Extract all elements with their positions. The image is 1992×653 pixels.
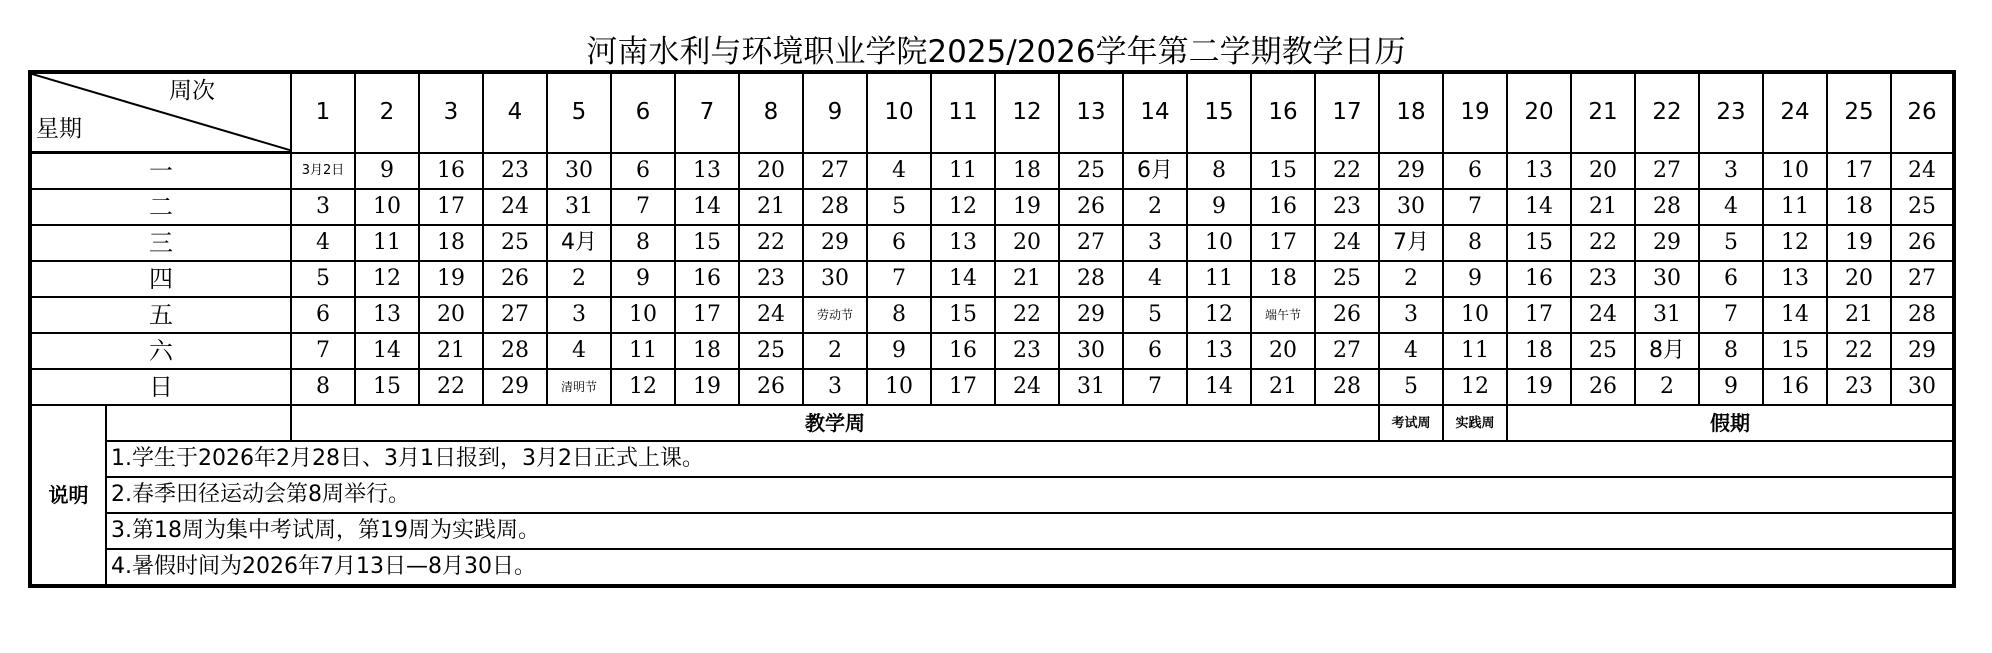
date-cell: 14 <box>1763 297 1827 333</box>
date-cell: 24 <box>739 297 803 333</box>
date-cell: 26 <box>1059 189 1123 225</box>
date-cell: 5 <box>1123 297 1187 333</box>
week-number: 18 <box>1379 72 1443 153</box>
date-cell: 24 <box>1315 225 1379 261</box>
date-cell: 15 <box>355 369 419 405</box>
week-number: 11 <box>931 72 995 153</box>
date-cell: 9 <box>867 333 931 369</box>
date-cell: 12 <box>931 189 995 225</box>
date-cell: 17 <box>1827 153 1891 190</box>
weekday-row <box>30 153 1954 190</box>
date-cell: 4 <box>867 153 931 190</box>
header-corner-cell <box>30 72 291 153</box>
date-cell: 5 <box>291 261 355 297</box>
date-cell: 20 <box>419 297 483 333</box>
day-axis-label: 星期 <box>36 116 82 142</box>
date-cell: 8 <box>1187 153 1251 190</box>
week-number: 5 <box>547 72 611 153</box>
week-number: 10 <box>867 72 931 153</box>
week-number: 19 <box>1443 72 1507 153</box>
note-text: 4.暑假时间为2026年7月13日—8月30日。 <box>106 549 1954 586</box>
date-cell: 10 <box>1443 297 1507 333</box>
date-cell: 6 <box>611 153 675 190</box>
week-number: 15 <box>1187 72 1251 153</box>
date-cell: 29 <box>803 225 867 261</box>
weekday-name: 日 <box>30 369 291 405</box>
date-cell: 23 <box>1571 261 1635 297</box>
date-cell: 27 <box>1635 153 1699 190</box>
date-cell: 14 <box>1507 189 1571 225</box>
date-cell: 27 <box>803 153 867 190</box>
week-axis-label: 周次 <box>169 78 215 104</box>
week-number: 25 <box>1827 72 1891 153</box>
week-number: 7 <box>675 72 739 153</box>
date-cell: 29 <box>1891 333 1954 369</box>
date-cell: 2 <box>803 333 867 369</box>
date-cell: 28 <box>1891 297 1954 333</box>
date-cell: 3 <box>291 189 355 225</box>
date-cell: 29 <box>1635 225 1699 261</box>
week-number: 17 <box>1315 72 1379 153</box>
date-cell: 4 <box>547 333 611 369</box>
date-cell: 4 <box>1699 189 1763 225</box>
date-cell: 11 <box>611 333 675 369</box>
week-type-row <box>30 405 1954 441</box>
date-cell: 7 <box>1699 297 1763 333</box>
date-cell: 30 <box>1635 261 1699 297</box>
date-cell: 15 <box>1251 153 1315 190</box>
date-cell: 11 <box>1187 261 1251 297</box>
week-number: 9 <box>803 72 867 153</box>
date-cell: 12 <box>1763 225 1827 261</box>
date-cell: 13 <box>675 153 739 190</box>
date-cell: 18 <box>675 333 739 369</box>
holiday-band: 假期 <box>1507 405 1954 441</box>
date-cell: 23 <box>739 261 803 297</box>
date-cell: 22 <box>1315 153 1379 190</box>
date-cell: 20 <box>1827 261 1891 297</box>
date-cell: 13 <box>355 297 419 333</box>
date-cell: 20 <box>1251 333 1315 369</box>
calendar-title: 河南水利与环境职业学院2025/2026学年第二学期教学日历 <box>586 34 1406 70</box>
date-cell: 13 <box>1507 153 1571 190</box>
week-number: 26 <box>1891 72 1954 153</box>
date-cell: 25 <box>1891 189 1954 225</box>
date-cell: 3 <box>1699 153 1763 190</box>
date-cell: 29 <box>1379 153 1443 190</box>
date-cell: 15 <box>1763 333 1827 369</box>
weekday-name: 六 <box>30 333 291 369</box>
note-text: 1.学生于2026年2月28日、3月1日报到，3月2日正式上课。 <box>106 441 1954 477</box>
date-cell: 27 <box>483 297 547 333</box>
date-cell: 8月 <box>1635 333 1699 369</box>
date-cell: 28 <box>1635 189 1699 225</box>
date-cell: 17 <box>1251 225 1315 261</box>
date-cell: 6 <box>291 297 355 333</box>
date-cell: 23 <box>1315 189 1379 225</box>
date-cell: 11 <box>931 153 995 190</box>
date-cell: 3 <box>1379 297 1443 333</box>
weekday-name: 三 <box>30 225 291 261</box>
date-cell: 6 <box>1123 333 1187 369</box>
date-cell: 22 <box>419 369 483 405</box>
date-cell: 8 <box>611 225 675 261</box>
date-cell: 30 <box>1379 189 1443 225</box>
date-cell: 清明节 <box>547 369 611 405</box>
date-cell: 27 <box>1315 333 1379 369</box>
weekday-row <box>30 261 1954 297</box>
date-cell: 14 <box>931 261 995 297</box>
date-cell: 31 <box>547 189 611 225</box>
date-cell: 31 <box>1059 369 1123 405</box>
date-cell: 17 <box>931 369 995 405</box>
date-cell: 19 <box>1507 369 1571 405</box>
week-number: 3 <box>419 72 483 153</box>
date-cell: 13 <box>1763 261 1827 297</box>
date-cell: 16 <box>931 333 995 369</box>
date-cell: 4 <box>1379 333 1443 369</box>
week-number: 20 <box>1507 72 1571 153</box>
week-number: 14 <box>1123 72 1187 153</box>
date-cell: 29 <box>483 369 547 405</box>
date-cell: 16 <box>1507 261 1571 297</box>
weekday-name: 五 <box>30 297 291 333</box>
date-cell: 11 <box>1443 333 1507 369</box>
date-cell: 22 <box>1571 225 1635 261</box>
date-cell: 5 <box>1379 369 1443 405</box>
date-cell: 25 <box>1571 333 1635 369</box>
week-number: 1 <box>291 72 355 153</box>
date-cell: 10 <box>611 297 675 333</box>
date-cell: 30 <box>803 261 867 297</box>
weekday-row <box>30 297 1954 333</box>
date-cell: 18 <box>1827 189 1891 225</box>
date-cell: 24 <box>1891 153 1954 190</box>
date-cell: 4 <box>291 225 355 261</box>
date-cell: 25 <box>483 225 547 261</box>
note-row <box>30 441 1954 477</box>
date-cell: 劳动节 <box>803 297 867 333</box>
date-cell: 12 <box>355 261 419 297</box>
date-cell: 3 <box>547 297 611 333</box>
date-cell: 26 <box>739 369 803 405</box>
date-cell: 16 <box>1251 189 1315 225</box>
weekday-row <box>30 369 1954 405</box>
date-cell: 3月2日 <box>291 153 355 190</box>
week-number: 2 <box>355 72 419 153</box>
note-row <box>30 513 1954 549</box>
teaching-weeks-band: 教学周 <box>291 405 1379 441</box>
date-cell: 19 <box>1827 225 1891 261</box>
date-cell: 14 <box>675 189 739 225</box>
weekday-row <box>30 189 1954 225</box>
date-cell: 26 <box>1571 369 1635 405</box>
date-cell: 19 <box>675 369 739 405</box>
date-cell: 22 <box>1827 333 1891 369</box>
practice-week-band: 实践周 <box>1443 405 1507 441</box>
date-cell: 7 <box>1443 189 1507 225</box>
date-cell: 16 <box>419 153 483 190</box>
date-cell: 12 <box>1187 297 1251 333</box>
date-cell: 8 <box>1443 225 1507 261</box>
date-cell: 9 <box>355 153 419 190</box>
date-cell: 24 <box>1571 297 1635 333</box>
date-cell: 2 <box>1635 369 1699 405</box>
date-cell: 27 <box>1891 261 1954 297</box>
date-cell: 2 <box>1123 189 1187 225</box>
date-cell: 24 <box>483 189 547 225</box>
date-cell: 28 <box>483 333 547 369</box>
date-cell: 7 <box>867 261 931 297</box>
date-cell: 28 <box>1059 261 1123 297</box>
date-cell: 11 <box>355 225 419 261</box>
week-number: 24 <box>1763 72 1827 153</box>
date-cell: 19 <box>419 261 483 297</box>
date-cell: 30 <box>547 153 611 190</box>
date-cell: 6月 <box>1123 153 1187 190</box>
date-cell: 26 <box>1315 297 1379 333</box>
date-cell: 9 <box>1187 189 1251 225</box>
date-cell: 8 <box>1699 333 1763 369</box>
date-cell: 21 <box>1571 189 1635 225</box>
weekday-name: 二 <box>30 189 291 225</box>
date-cell: 6 <box>1443 153 1507 190</box>
date-cell: 14 <box>1187 369 1251 405</box>
date-cell: 25 <box>739 333 803 369</box>
date-cell: 16 <box>1763 369 1827 405</box>
date-cell: 30 <box>1891 369 1954 405</box>
date-cell: 14 <box>355 333 419 369</box>
date-cell: 29 <box>1059 297 1123 333</box>
date-cell: 2 <box>547 261 611 297</box>
teaching-calendar-table <box>28 70 1956 588</box>
date-cell: 6 <box>1699 261 1763 297</box>
weekday-name: 一 <box>30 153 291 190</box>
date-cell: 21 <box>1251 369 1315 405</box>
date-cell: 23 <box>483 153 547 190</box>
week-number: 4 <box>483 72 547 153</box>
date-cell: 10 <box>355 189 419 225</box>
date-cell: 13 <box>931 225 995 261</box>
weekday-row <box>30 333 1954 369</box>
weekday-row <box>30 225 1954 261</box>
week-number: 6 <box>611 72 675 153</box>
date-cell: 6 <box>867 225 931 261</box>
date-cell: 19 <box>995 189 1059 225</box>
date-cell: 13 <box>1187 333 1251 369</box>
week-number: 22 <box>1635 72 1699 153</box>
date-cell: 10 <box>867 369 931 405</box>
date-cell: 20 <box>995 225 1059 261</box>
date-cell: 10 <box>1187 225 1251 261</box>
date-cell: 15 <box>931 297 995 333</box>
date-cell: 30 <box>1059 333 1123 369</box>
notes-label: 说明 <box>30 405 106 586</box>
week-header-row <box>30 72 1954 153</box>
note-row <box>30 549 1954 586</box>
date-cell: 21 <box>739 189 803 225</box>
week-number: 23 <box>1699 72 1763 153</box>
date-cell: 18 <box>1507 333 1571 369</box>
note-text: 2.春季田径运动会第8周举行。 <box>106 477 1954 513</box>
date-cell: 23 <box>995 333 1059 369</box>
date-cell: 3 <box>1123 225 1187 261</box>
date-cell: 18 <box>1251 261 1315 297</box>
date-cell: 16 <box>675 261 739 297</box>
date-cell: 7 <box>1123 369 1187 405</box>
band-blank-cell <box>106 405 291 441</box>
date-cell: 端午节 <box>1251 297 1315 333</box>
week-number: 8 <box>739 72 803 153</box>
date-cell: 23 <box>1827 369 1891 405</box>
date-cell: 18 <box>995 153 1059 190</box>
date-cell: 8 <box>291 369 355 405</box>
date-cell: 10 <box>1763 153 1827 190</box>
date-cell: 7月 <box>1379 225 1443 261</box>
date-cell: 21 <box>1827 297 1891 333</box>
date-cell: 20 <box>739 153 803 190</box>
note-row <box>30 477 1954 513</box>
date-cell: 26 <box>1891 225 1954 261</box>
date-cell: 24 <box>995 369 1059 405</box>
date-cell: 22 <box>995 297 1059 333</box>
date-cell: 25 <box>1315 261 1379 297</box>
date-cell: 17 <box>1507 297 1571 333</box>
date-cell: 3 <box>803 369 867 405</box>
date-cell: 4 <box>1123 261 1187 297</box>
date-cell: 12 <box>1443 369 1507 405</box>
date-cell: 22 <box>739 225 803 261</box>
date-cell: 9 <box>1699 369 1763 405</box>
date-cell: 2 <box>1379 261 1443 297</box>
date-cell: 7 <box>611 189 675 225</box>
exam-week-band: 考试周 <box>1379 405 1443 441</box>
weekday-name: 四 <box>30 261 291 297</box>
date-cell: 31 <box>1635 297 1699 333</box>
date-cell: 18 <box>419 225 483 261</box>
date-cell: 4月 <box>547 225 611 261</box>
date-cell: 9 <box>1443 261 1507 297</box>
week-number: 13 <box>1059 72 1123 153</box>
date-cell: 15 <box>1507 225 1571 261</box>
date-cell: 21 <box>419 333 483 369</box>
date-cell: 9 <box>611 261 675 297</box>
date-cell: 11 <box>1763 189 1827 225</box>
date-cell: 28 <box>1315 369 1379 405</box>
date-cell: 17 <box>419 189 483 225</box>
date-cell: 27 <box>1059 225 1123 261</box>
date-cell: 8 <box>867 297 931 333</box>
week-number: 21 <box>1571 72 1635 153</box>
date-cell: 25 <box>1059 153 1123 190</box>
week-number: 16 <box>1251 72 1315 153</box>
date-cell: 28 <box>803 189 867 225</box>
date-cell: 5 <box>1699 225 1763 261</box>
date-cell: 26 <box>483 261 547 297</box>
week-number: 12 <box>995 72 1059 153</box>
note-text: 3.第18周为集中考试周，第19周为实践周。 <box>106 513 1954 549</box>
date-cell: 15 <box>675 225 739 261</box>
date-cell: 7 <box>291 333 355 369</box>
date-cell: 12 <box>611 369 675 405</box>
date-cell: 5 <box>867 189 931 225</box>
date-cell: 20 <box>1571 153 1635 190</box>
date-cell: 17 <box>675 297 739 333</box>
date-cell: 21 <box>995 261 1059 297</box>
